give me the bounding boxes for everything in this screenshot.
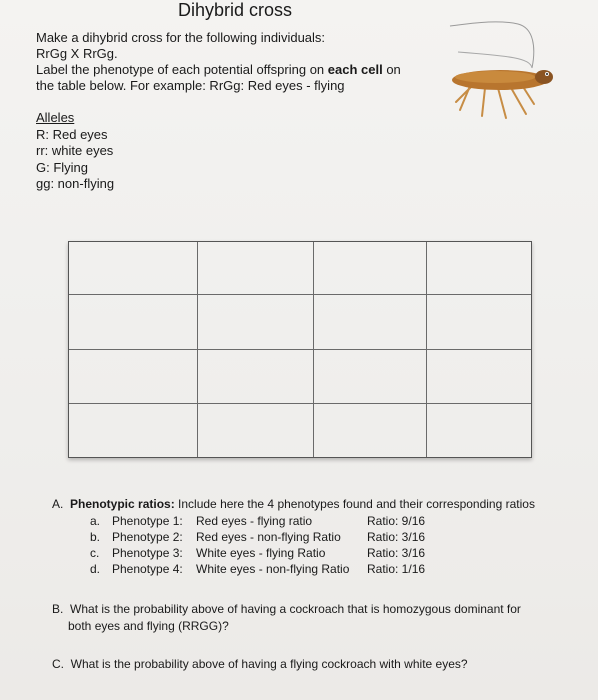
instruction-text: on xyxy=(382,62,401,77)
instructions xyxy=(36,30,401,94)
cross-notation: RrGg X RrGg. xyxy=(36,46,118,61)
phenotype-description: Red eyes - flying ratio xyxy=(196,514,313,528)
phenotype-ratio: Ratio: 1/16 xyxy=(367,562,426,576)
phenotype-description: Red eyes - non-flying Ratio xyxy=(196,530,341,544)
question-b-text: What is the probability above of having a cockroach that is homozygous dominant for xyxy=(70,602,521,616)
question-b-line: both eyes and flying (RRGG)? xyxy=(68,619,229,633)
phenotype-item xyxy=(52,513,535,529)
question-marker: B. xyxy=(52,602,64,616)
phenotype-marker: d. xyxy=(90,562,101,576)
question-c xyxy=(52,657,468,671)
phenotype-item xyxy=(52,545,535,561)
question-marker: C. xyxy=(52,657,64,671)
instruction-line: Make a dihybrid cross for the following individuals: xyxy=(36,30,326,45)
instruction-line: the table below. For example: RrGg: Red eyes - flying xyxy=(36,78,345,93)
instruction-text: Label the phenotype of each potential offspring on xyxy=(36,62,328,77)
phenotype-item xyxy=(52,529,535,545)
phenotype-label: Phenotype 1: xyxy=(112,514,183,528)
instruction-line xyxy=(36,62,401,78)
phenotype-label: Phenotype 3: xyxy=(112,546,183,560)
phenotype-description: White eyes - flying Ratio xyxy=(196,546,326,560)
table-row-divider xyxy=(69,294,531,295)
question-a-heading: Phenotypic ratios: xyxy=(70,497,175,511)
phenotype-description: White eyes - non-flying Ratio xyxy=(196,562,350,576)
question-b xyxy=(52,601,521,635)
phenotype-ratio: Ratio: 3/16 xyxy=(367,546,426,560)
instruction-emphasis: each cell xyxy=(327,62,383,77)
question-a xyxy=(52,496,535,577)
phenotype-ratio: Ratio: 9/16 xyxy=(367,514,426,528)
phenotype-marker: b. xyxy=(90,530,101,544)
table-row-divider xyxy=(69,349,531,350)
allele-item: gg: non-flying xyxy=(36,176,115,191)
phenotype-label: Phenotype 2: xyxy=(112,530,183,544)
question-b-line xyxy=(52,601,521,618)
allele-item: R: Red eyes xyxy=(36,126,108,142)
punnett-square-table[interactable] xyxy=(68,241,532,458)
question-marker: A. xyxy=(52,497,64,511)
cockroach-icon xyxy=(440,18,590,128)
table-row-divider xyxy=(69,403,531,404)
allele-item: rr: white eyes xyxy=(36,143,114,158)
phenotype-marker: c. xyxy=(90,546,100,560)
question-a-text: Include here the 4 phenotypes found and their corresponding ratios xyxy=(174,497,535,511)
alleles-list xyxy=(36,110,114,193)
phenotype-list xyxy=(52,513,535,577)
alleles-heading: Alleles xyxy=(36,110,75,125)
phenotype-label: Phenotype 4: xyxy=(112,562,183,576)
question-c-text: What is the probability above of having a flying cockroach with white eyes? xyxy=(70,657,468,671)
question-a-prompt xyxy=(52,496,535,513)
phenotype-ratio: Ratio: 3/16 xyxy=(367,530,426,544)
phenotype-item xyxy=(52,561,535,577)
allele-item: G: Flying xyxy=(36,159,89,175)
page-title: Dihybrid cross xyxy=(177,0,293,20)
phenotype-marker: a. xyxy=(90,514,101,528)
